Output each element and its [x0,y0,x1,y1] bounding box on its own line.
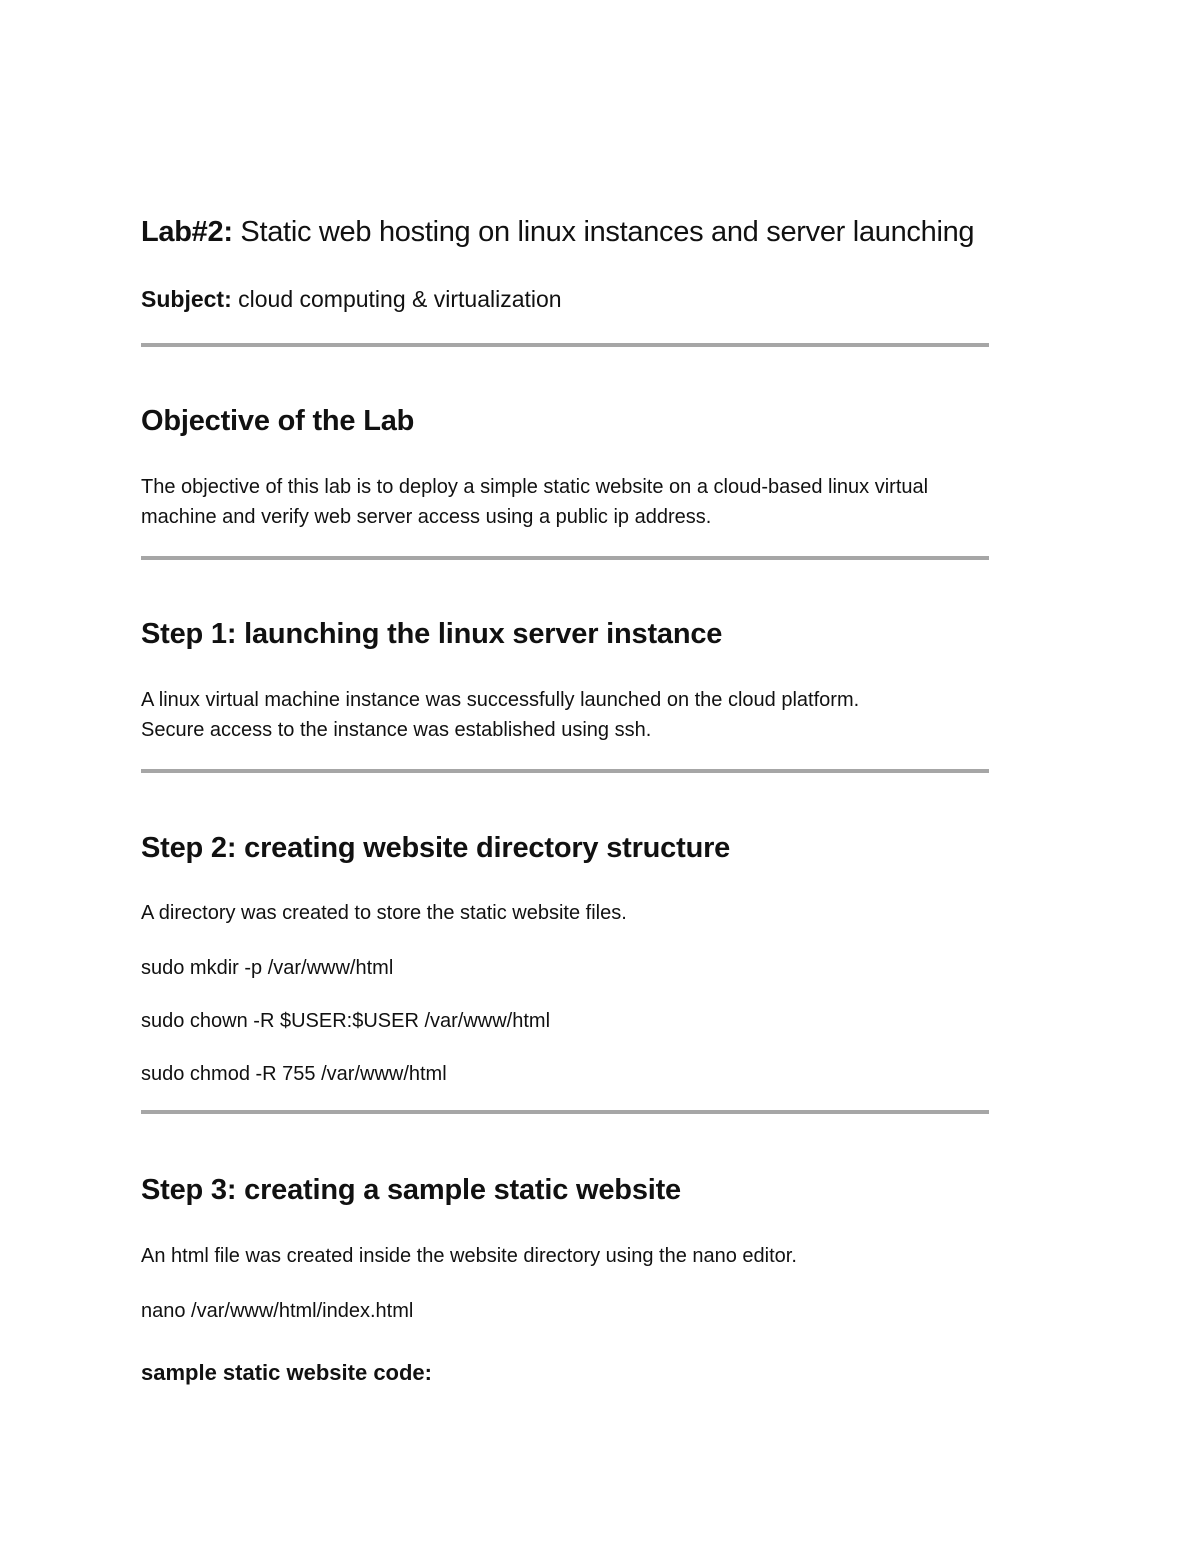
step3-command-nano: nano /var/www/html/index.html [141,1300,414,1322]
step2-text: A directory was created to store the static website files. [141,902,627,924]
step1-heading: Step 1: launching the linux server instance [141,618,723,650]
sample-code-label: sample static website code: [141,1360,432,1385]
step1-line2: Secure access to the instance was established using ssh. [141,719,652,741]
step1-line1: A linux virtual machine instance was successfully launched on the cloud platform. [141,689,860,711]
divider-2 [141,556,989,560]
lab-title [141,216,974,249]
divider-1 [141,343,989,347]
objective-text: The objective of this lab is to deploy a simple static website on a cloud-based linux virtual machine and verify web server access using a public ip address. [141,476,929,528]
step2-command-mkdir: sudo mkdir -p /var/www/html [141,957,394,979]
subject-value: cloud computing & virtualization [231,286,562,312]
step2-heading: Step 2: creating website directory structure [141,832,731,864]
step3-text: An html file was created inside the website directory using the nano editor. [141,1245,797,1267]
step3-heading: Step 3: creating a sample static website [141,1174,681,1206]
subject-line [141,286,562,313]
step2-command-chmod: sudo chmod -R 755 /var/www/html [141,1063,447,1085]
objective-heading: Objective of the Lab [141,405,415,437]
divider-4 [141,1110,989,1114]
subject-label: Subject: [141,286,232,312]
divider-3 [141,769,989,773]
lab-label: Lab#2: [141,216,233,248]
step2-command-chown: sudo chown -R $USER:$USER /var/www/html [141,1010,551,1032]
lab-title-text: Static web hosting on linux instances and server launching [232,216,975,248]
